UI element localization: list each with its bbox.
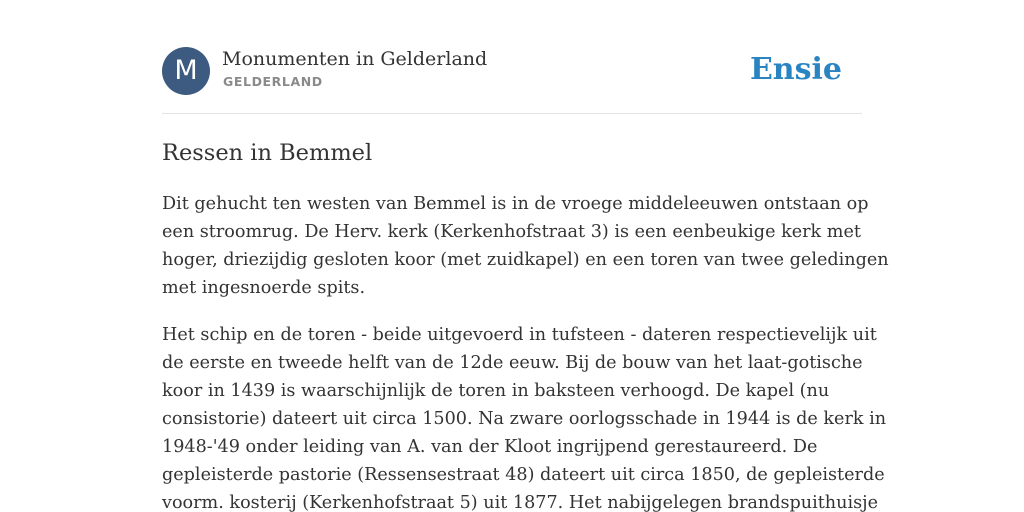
paragraph-line: voorm. kosterij (Kerkenhofstraat 5) uit 1877. Het nabijgelegen brandspuithuisje <box>162 493 878 512</box>
paragraph-line: koor in 1439 is waarschijnlijk de toren in baksteen verhoogd. De kapel (nu <box>162 381 830 401</box>
paragraph-line: consistorie) dateert uit circa 1500. Na zware oorlogsschade in 1944 is de kerk in <box>162 409 887 429</box>
paragraph-line: met ingesnoerde spits. <box>162 278 366 298</box>
paragraph-line: Het schip en de toren - beide uitgevoerd in tufsteen - dateren respectievelijk uit <box>162 325 877 345</box>
article-title: Ressen in Bemmel <box>162 140 373 166</box>
paragraph-line: de eerste en tweede helft van de 12de eeuw. Bij de bouw van het laat-gotische <box>162 353 863 373</box>
publication-name[interactable]: Monumenten in Gelderland <box>222 48 488 70</box>
paragraph-line: een stroomrug. De Herv. kerk (Kerkenhofstraat 3) is een eenbeukige kerk met <box>162 222 861 242</box>
publication-header <box>162 47 862 95</box>
article-body <box>162 190 889 512</box>
paragraph-line: gepleisterde pastorie (Ressensestraat 48) dateert uit circa 1850, de gepleisterde <box>162 465 885 485</box>
paragraph-line: Dit gehucht ten westen van Bemmel is in de vroege middeleeuwen ontstaan op <box>162 194 869 214</box>
paragraph-line: hoger, driezijdig gesloten koor (met zuidkapel) en een toren van twee geledingen <box>162 250 889 270</box>
avatar[interactable]: M <box>162 47 210 95</box>
paragraph <box>162 321 887 512</box>
header-divider <box>162 113 862 114</box>
paragraph <box>162 190 889 302</box>
paragraph-line: 1948-'49 onder leiding van A. van der Kloot ingrijpend gerestaureerd. De <box>162 437 818 457</box>
brand-logo[interactable]: Ensie <box>749 52 842 87</box>
publication-region: GELDERLAND <box>223 74 323 89</box>
